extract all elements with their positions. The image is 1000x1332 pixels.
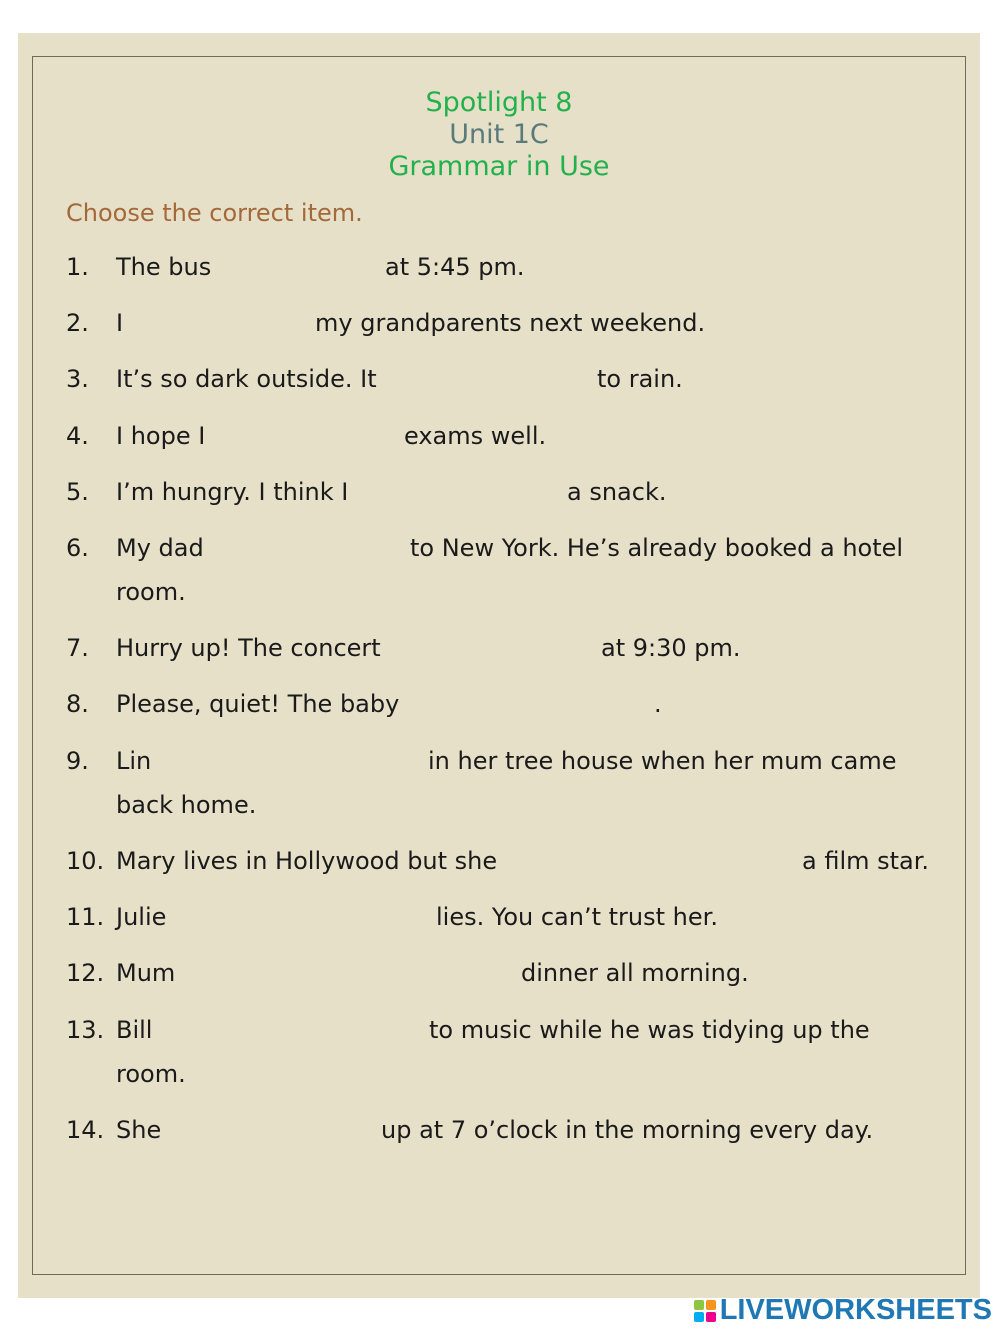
- item-text-before: I hope I: [116, 422, 206, 450]
- item-number: 4.: [66, 422, 89, 450]
- logo-square: [706, 1300, 716, 1310]
- item-number: 13.: [66, 1016, 105, 1044]
- logo-square: [706, 1312, 716, 1322]
- item-text-continuation: back home.: [116, 791, 257, 819]
- item-text-after: lies. You can’t trust her.: [436, 903, 718, 931]
- item-text-before: I’m hungry. I think I: [116, 478, 349, 506]
- item-text-after: in her tree house when her mum came: [428, 747, 897, 775]
- item-number: 8.: [66, 690, 89, 718]
- item-text-after: exams well.: [404, 422, 547, 450]
- item-text-after: a film star.: [802, 847, 930, 875]
- item-text-before: Lin: [116, 747, 152, 775]
- title-unit: Unit 1C: [449, 119, 549, 150]
- item-text-before: Hurry up! The concert: [116, 634, 381, 662]
- title-topic: Grammar in Use: [388, 151, 610, 182]
- title-spotlight: Spotlight 8: [425, 87, 573, 118]
- item-text-after: .: [654, 690, 662, 718]
- item-text-after: at 5:45 pm.: [385, 253, 525, 281]
- liveworksheets-watermark: [694, 1294, 992, 1327]
- item-text-before: Bill: [116, 1016, 153, 1044]
- item-text-before: Julie: [116, 903, 167, 931]
- item-number: 14.: [66, 1116, 105, 1144]
- item-text-continuation: room.: [116, 578, 186, 606]
- instruction-text: Choose the correct item.: [66, 199, 363, 227]
- item-text-after: my grandparents next weekend.: [315, 309, 706, 337]
- item-text-before: Mum: [116, 959, 176, 987]
- item-text-before: Mary lives in Hollywood but she: [116, 847, 498, 875]
- item-text-before: She: [116, 1116, 162, 1144]
- logo-square: [694, 1312, 704, 1322]
- watermark-text: LIVEWORKSHEETS: [719, 1294, 992, 1326]
- liveworksheets-logo-icon: [694, 1300, 716, 1322]
- item-number: 10.: [66, 847, 105, 875]
- item-number: 6.: [66, 534, 89, 562]
- item-number: 5.: [66, 478, 89, 506]
- item-text-after: to music while he was tidying up the: [429, 1016, 870, 1044]
- item-number: 2.: [66, 309, 89, 337]
- title-block: [33, 87, 965, 183]
- item-number: 11.: [66, 903, 105, 931]
- item-text-before: I: [116, 309, 124, 337]
- item-text-before: My dad: [116, 534, 204, 562]
- item-text-before: The bus: [116, 253, 212, 281]
- item-text-before: It’s so dark outside. It: [116, 365, 377, 393]
- item-text-after: to New York. He’s already booked a hotel: [410, 534, 904, 562]
- item-text-after: dinner all morning.: [521, 959, 749, 987]
- item-number: 3.: [66, 365, 89, 393]
- logo-square: [694, 1300, 704, 1310]
- worksheet-frame: [32, 56, 966, 1275]
- item-text-after: up at 7 o’clock in the morning every day.: [381, 1116, 874, 1144]
- item-number: 12.: [66, 959, 105, 987]
- worksheet-page: [18, 33, 980, 1298]
- item-text-after: to rain.: [597, 365, 683, 393]
- item-text-after: at 9:30 pm.: [601, 634, 741, 662]
- item-number: 7.: [66, 634, 89, 662]
- item-number: 1.: [66, 253, 89, 281]
- item-number: 9.: [66, 747, 89, 775]
- item-text-after: a snack.: [567, 478, 667, 506]
- item-text-before: Please, quiet! The baby: [116, 690, 400, 718]
- item-text-continuation: room.: [116, 1060, 186, 1088]
